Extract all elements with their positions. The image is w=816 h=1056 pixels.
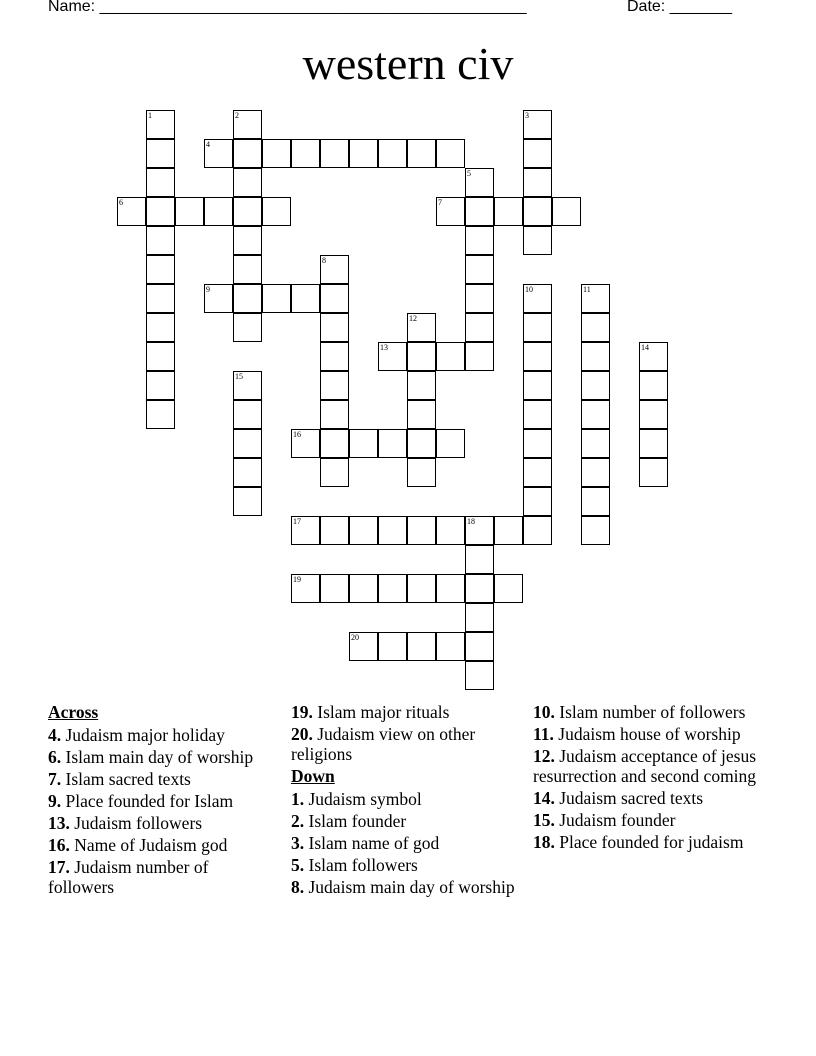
clue-down-14: 14. Judaism sacred texts (533, 788, 704, 808)
clue-across-20: 20. Judaism view on other religions (291, 724, 476, 764)
grid-cell[interactable] (378, 429, 407, 458)
grid-cell[interactable] (262, 284, 291, 313)
grid-cell[interactable] (320, 429, 349, 458)
grid-cell[interactable] (436, 574, 465, 603)
grid-cell[interactable] (465, 516, 494, 545)
grid-cell[interactable] (233, 197, 262, 226)
puzzle-title: western civ (302, 38, 514, 89)
grid-cell[interactable] (523, 429, 552, 458)
grid-cell[interactable] (146, 284, 175, 313)
grid-cell[interactable] (204, 139, 233, 168)
grid-cell[interactable] (233, 139, 262, 168)
grid-cell[interactable] (581, 342, 610, 371)
grid-cell[interactable] (291, 429, 320, 458)
grid-cell[interactable] (465, 661, 494, 690)
grid-cell[interactable] (146, 110, 175, 139)
grid-cell[interactable] (523, 516, 552, 545)
grid-cell[interactable] (639, 342, 668, 371)
grid-cell[interactable] (407, 139, 436, 168)
date-field-label: Date: _______ (627, 0, 732, 15)
cell-number: 19 (293, 575, 301, 584)
grid-cell[interactable] (407, 429, 436, 458)
cell-number: 1 (148, 111, 152, 120)
grid-cell[interactable] (523, 400, 552, 429)
grid-cell[interactable] (436, 429, 465, 458)
grid-cell[interactable] (639, 429, 668, 458)
grid-cell[interactable] (378, 574, 407, 603)
grid-cell[interactable] (639, 458, 668, 487)
clue-down-12: 12. Judaism acceptance of jesus resurrection and second coming (533, 746, 757, 786)
clue-across-19: 19. Islam major rituals (291, 702, 450, 722)
clue-down-8: 8. Judaism main day of worship (291, 877, 515, 897)
grid-cell[interactable] (349, 429, 378, 458)
grid-cell[interactable] (233, 168, 262, 197)
grid-cell[interactable] (146, 371, 175, 400)
grid-cell[interactable] (233, 226, 262, 255)
cell-number: 10 (525, 285, 533, 294)
grid-cell[interactable] (407, 400, 436, 429)
grid-cell[interactable] (291, 139, 320, 168)
grid-cell[interactable] (465, 197, 494, 226)
grid-cell[interactable] (436, 197, 465, 226)
grid-cell[interactable] (146, 342, 175, 371)
grid-cell[interactable] (436, 139, 465, 168)
grid-cell[interactable] (407, 632, 436, 661)
grid-cell[interactable] (233, 284, 262, 313)
grid-cell[interactable] (146, 226, 175, 255)
grid-cell[interactable] (320, 313, 349, 342)
grid-cell[interactable] (436, 342, 465, 371)
grid-cell[interactable] (494, 574, 523, 603)
grid-cell[interactable] (378, 516, 407, 545)
clue-across-13: 13. Judaism followers (48, 813, 203, 833)
grid-cell[interactable] (465, 284, 494, 313)
grid-cell[interactable] (233, 313, 262, 342)
grid-cell[interactable] (320, 516, 349, 545)
cell-number: 8 (322, 256, 326, 265)
grid-cell[interactable] (523, 458, 552, 487)
clue-down-2: 2. Islam founder (291, 811, 407, 831)
grid-cell[interactable] (233, 400, 262, 429)
grid-cell[interactable] (262, 197, 291, 226)
grid-cell[interactable] (349, 632, 378, 661)
cell-number: 2 (235, 111, 239, 120)
grid-cell[interactable] (581, 284, 610, 313)
grid-cell[interactable] (262, 139, 291, 168)
cell-number: 7 (438, 198, 442, 207)
grid-cell[interactable] (465, 603, 494, 632)
grid-cell[interactable] (581, 313, 610, 342)
grid-cell[interactable] (523, 110, 552, 139)
clues-column-3 (533, 702, 761, 854)
grid-cell[interactable] (639, 400, 668, 429)
grid-cell[interactable] (523, 139, 552, 168)
grid-cell[interactable] (146, 255, 175, 284)
clue-down-11: 11. Judaism house of worship (533, 724, 741, 744)
grid-cell[interactable] (465, 313, 494, 342)
grid-cell[interactable] (233, 255, 262, 284)
cell-number: 3 (525, 111, 529, 120)
grid-cell[interactable] (523, 197, 552, 226)
cell-number: 12 (409, 314, 417, 323)
grid-cell[interactable] (523, 226, 552, 255)
grid-cell[interactable] (233, 110, 262, 139)
cell-number: 5 (467, 169, 471, 178)
grid-cell[interactable] (146, 168, 175, 197)
grid-cell[interactable] (465, 632, 494, 661)
clue-down-10: 10. Islam number of followers (533, 702, 746, 722)
grid-cell[interactable] (320, 574, 349, 603)
clue-down-5: 5. Islam followers (291, 855, 418, 875)
grid-cell[interactable] (465, 255, 494, 284)
clue-down-3: 3. Islam name of god (291, 833, 440, 853)
grid-cell[interactable] (320, 458, 349, 487)
cell-number: 20 (351, 633, 359, 642)
grid-cell[interactable] (436, 632, 465, 661)
grid-cell[interactable] (204, 197, 233, 226)
across-heading: Across (48, 702, 99, 722)
grid-cell[interactable] (291, 284, 320, 313)
grid-cell[interactable] (523, 168, 552, 197)
cell-number: 6 (119, 198, 123, 207)
grid-cell[interactable] (465, 168, 494, 197)
grid-cell[interactable] (291, 516, 320, 545)
grid-cell[interactable] (378, 632, 407, 661)
grid-cell[interactable] (320, 139, 349, 168)
grid-cell[interactable] (465, 574, 494, 603)
grid-cell[interactable] (233, 487, 262, 516)
grid-cell[interactable] (146, 400, 175, 429)
grid-cell[interactable] (291, 574, 320, 603)
cell-number: 13 (380, 343, 388, 352)
grid-cell[interactable] (581, 458, 610, 487)
grid-cell[interactable] (349, 139, 378, 168)
cell-number: 14 (641, 343, 649, 352)
grid-cell[interactable] (117, 197, 146, 226)
grid-cell[interactable] (407, 371, 436, 400)
down-heading: Down (291, 766, 335, 786)
grid-cell[interactable] (523, 487, 552, 516)
clue-across-16: 16. Name of Judaism god (48, 835, 228, 855)
grid-cell[interactable] (581, 429, 610, 458)
grid-cell[interactable] (407, 458, 436, 487)
grid-cell[interactable] (523, 284, 552, 313)
grid-cell[interactable] (494, 197, 523, 226)
grid-cell[interactable] (581, 400, 610, 429)
cell-number: 11 (583, 285, 591, 294)
clue-down-18: 18. Place founded for judaism (533, 832, 744, 852)
clue-down-1: 1. Judaism symbol (291, 789, 422, 809)
grid-cell[interactable] (436, 516, 465, 545)
grid-cell[interactable] (320, 255, 349, 284)
grid-cell[interactable] (523, 313, 552, 342)
cell-number: 9 (206, 285, 210, 294)
cell-number: 18 (467, 517, 475, 526)
grid-cell[interactable] (465, 342, 494, 371)
grid-cell[interactable] (639, 371, 668, 400)
cell-number: 16 (293, 430, 301, 439)
grid-cell[interactable] (407, 313, 436, 342)
name-field-label: Name: ________________________________________________ (48, 0, 527, 15)
grid-cell[interactable] (465, 545, 494, 574)
grid-cell[interactable] (523, 371, 552, 400)
grid-cell[interactable] (465, 226, 494, 255)
grid-cell[interactable] (349, 516, 378, 545)
clue-across-9: 9. Place founded for Islam (48, 791, 234, 811)
grid-cell[interactable] (552, 197, 581, 226)
grid-cell[interactable] (233, 458, 262, 487)
grid-cell[interactable] (175, 197, 204, 226)
grid-cell[interactable] (407, 516, 436, 545)
grid-cell[interactable] (146, 197, 175, 226)
cell-number: 4 (206, 140, 210, 149)
grid-cell[interactable] (581, 371, 610, 400)
grid-cell[interactable] (320, 371, 349, 400)
grid-cell[interactable] (494, 516, 523, 545)
clues-section (48, 702, 768, 1002)
grid-cell[interactable] (320, 400, 349, 429)
clue-across-7: 7. Islam sacred texts (48, 769, 191, 789)
grid-cell[interactable] (146, 139, 175, 168)
clue-across-6: 6. Islam main day of worship (48, 747, 254, 767)
grid-cell[interactable] (320, 284, 349, 313)
grid-cell[interactable] (233, 429, 262, 458)
clue-across-17: 17. Judaism number of followers (48, 857, 209, 897)
grid-cell[interactable] (378, 139, 407, 168)
grid-cell[interactable] (581, 487, 610, 516)
grid-cell[interactable] (523, 342, 552, 371)
grid-cell[interactable] (407, 342, 436, 371)
cell-number: 17 (293, 517, 301, 526)
clues-column-1 (48, 702, 276, 899)
grid-cell[interactable] (233, 371, 262, 400)
cell-number: 15 (235, 372, 243, 381)
grid-cell[interactable] (146, 313, 175, 342)
grid-cell[interactable] (320, 342, 349, 371)
clue-across-4: 4. Judaism major holiday (48, 725, 225, 745)
grid-cell[interactable] (378, 342, 407, 371)
grid-cell[interactable] (581, 516, 610, 545)
grid-cell[interactable] (204, 284, 233, 313)
grid-cell[interactable] (407, 574, 436, 603)
clues-column-2 (291, 702, 519, 899)
grid-cell[interactable] (349, 574, 378, 603)
clue-down-15: 15. Judaism founder (533, 810, 676, 830)
